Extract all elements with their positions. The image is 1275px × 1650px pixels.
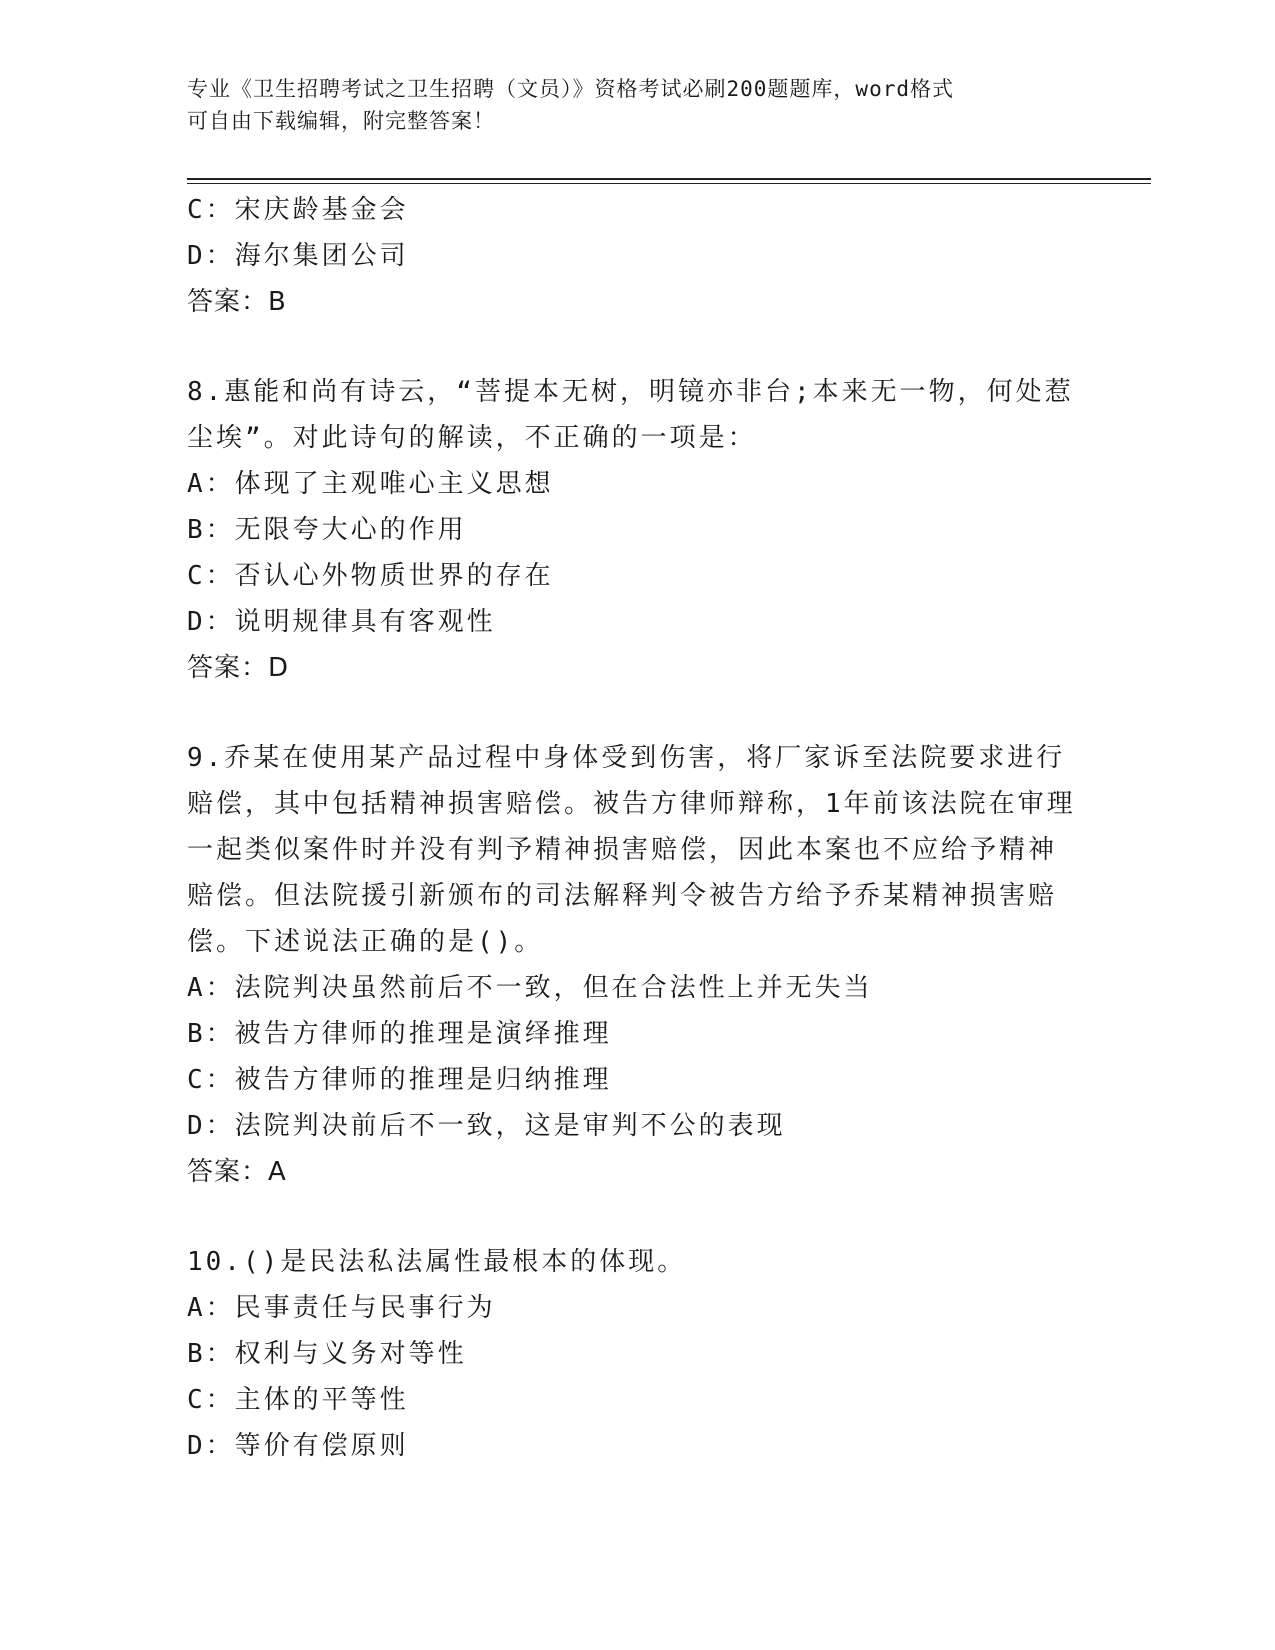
question-9 [187,735,1087,1195]
q10-option-a: A：民事责任与民事行为 [187,1293,496,1323]
spacer [187,325,1087,369]
question-8 [187,369,1087,691]
header-divider-thin [187,183,1151,184]
q7-answer: 答案：B [187,287,287,317]
question-10 [187,1239,1087,1469]
q7-option-d: D：海尔集团公司 [187,241,409,271]
document-body [187,187,1087,1469]
q8-option-a: A：体现了主观唯心主义思想 [187,469,554,499]
q9-stem-line-2: 赔偿，其中包括精神损害赔偿。被告方律师辩称，1年前该法院在审理 [187,789,1076,819]
q9-option-a: A：法院判决虽然前后不一致，但在合法性上并无失当 [187,973,873,1003]
q10-option-b: B：权利与义务对等性 [187,1339,467,1369]
document-header [187,73,1087,137]
q9-stem-line-5: 偿。下述说法正确的是()。 [187,927,544,957]
q9-option-d: D：法院判决前后不一致，这是审判不公的表现 [187,1111,786,1141]
header-title-line-1: 专业《卫生招聘考试之卫生招聘（文员）》资格考试必刷200题题库，word格式 [187,77,954,101]
q8-stem-line-1: 8.惠能和尚有诗云，“菩提本无树，明镜亦非台;本来无一物，何处惹 [187,377,1074,407]
q9-option-b: B：被告方律师的推理是演绎推理 [187,1019,612,1049]
spacer [187,691,1087,735]
q9-stem-line-1: 9.乔某在使用某产品过程中身体受到伤害，将厂家诉至法院要求进行 [187,743,1066,773]
q7-option-c: C：宋庆龄基金会 [187,195,409,225]
q9-stem-line-4: 赔偿。但法院援引新颁布的司法解释判令被告方给予乔某精神损害赔 [187,881,1058,911]
spacer [187,1195,1087,1239]
q9-option-c: C：被告方律师的推理是归纳推理 [187,1065,612,1095]
q10-option-d: D：等价有偿原则 [187,1431,409,1461]
question-7-continued [187,187,1087,325]
q9-stem-line-3: 一起类似案件时并没有判予精神损害赔偿，因此本案也不应给予精神 [187,835,1058,865]
header-title-line-2: 可自由下载编辑，附完整答案！ [187,109,495,133]
q8-answer: 答案：D [187,653,290,683]
q8-option-b: B：无限夸大心的作用 [187,515,467,545]
q9-answer: 答案：A [187,1157,287,1187]
q8-option-d: D：说明规律具有客观性 [187,607,496,637]
q10-stem-line-1: 10.()是民法私法属性最根本的体现。 [187,1247,687,1277]
q8-stem-line-2: 尘埃”。对此诗句的解读，不正确的一项是： [187,423,757,453]
q10-option-c: C：主体的平等性 [187,1385,409,1415]
q8-option-c: C：否认心外物质世界的存在 [187,561,554,591]
header-divider-thick [187,178,1151,180]
